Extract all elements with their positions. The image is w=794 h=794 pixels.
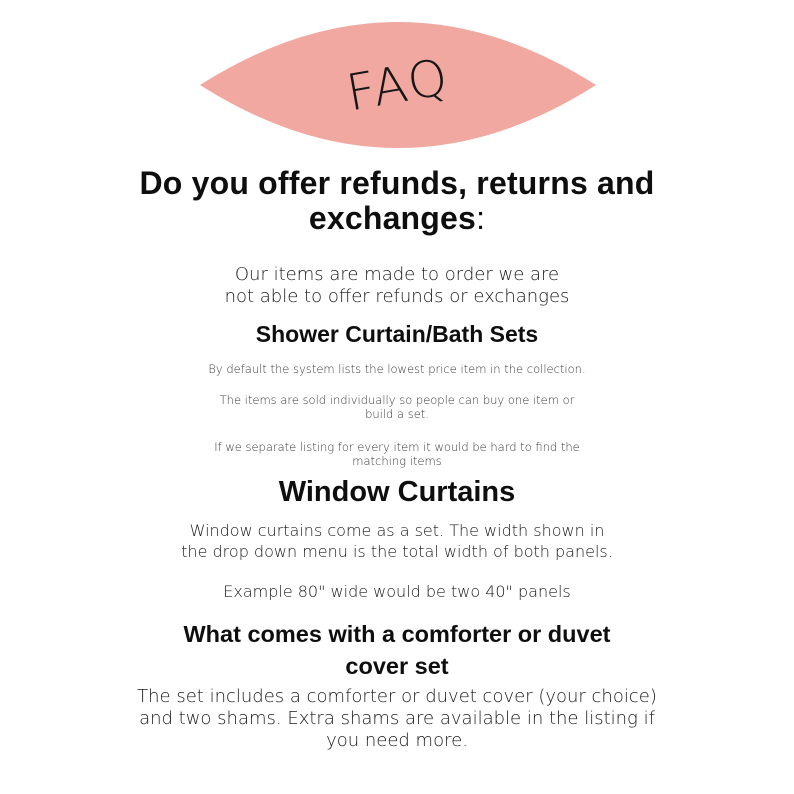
faq-badge-label: FAQ [342,47,454,123]
refunds-heading [0,166,794,236]
shower-paragraph-1: By default the system lists the lowest price item in the collection. [208,362,586,376]
shower-paragraph-3-line2: matching items [352,454,442,468]
comforter-body [0,686,794,752]
window-body-line2: the drop down menu is the total width of both panels. [181,542,613,561]
refunds-body [0,264,794,308]
comforter-heading-line2: cover set [345,653,449,679]
refunds-heading-line2 [0,201,794,236]
shower-paragraph-2 [0,393,794,421]
refunds-body-line2: not able to offer refunds or exchanges [224,286,570,307]
shower-paragraph-3 [0,440,794,468]
refunds-heading-colon: : [476,200,486,236]
comforter-body-line2: and two shams. Extra shams are available in the listing if [139,708,655,729]
comforter-body-line1: The set includes a comforter or duvet cover (your choice) [137,686,657,707]
shower-heading: Shower Curtain/Bath Sets [255,321,539,347]
window-body-line1: Window curtains come as a set. The width shown in [189,521,605,540]
refunds-heading-word: exchanges [308,200,477,236]
shower-paragraph-2-line2: build a set. [365,407,429,421]
shower-paragraph-3-line1: If we separate listing for every item it would be hard to find the [214,440,580,454]
refunds-heading-line1: Do you offer refunds, returns and [139,165,655,201]
refunds-body-line1: Our items are made to order we are [234,264,560,285]
window-example: Example 80" wide would be two 40" panels [223,582,571,601]
comforter-heading-line1: What comes with a comforter or duvet [183,621,611,647]
window-heading: Window Curtains [278,476,516,508]
faq-badge [200,22,596,148]
comforter-body-line3: you need more. [326,730,468,751]
comforter-heading [0,618,794,682]
shower-paragraph-2-line1: The items are sold individually so people can buy one item or [219,393,575,407]
window-body [0,520,794,562]
